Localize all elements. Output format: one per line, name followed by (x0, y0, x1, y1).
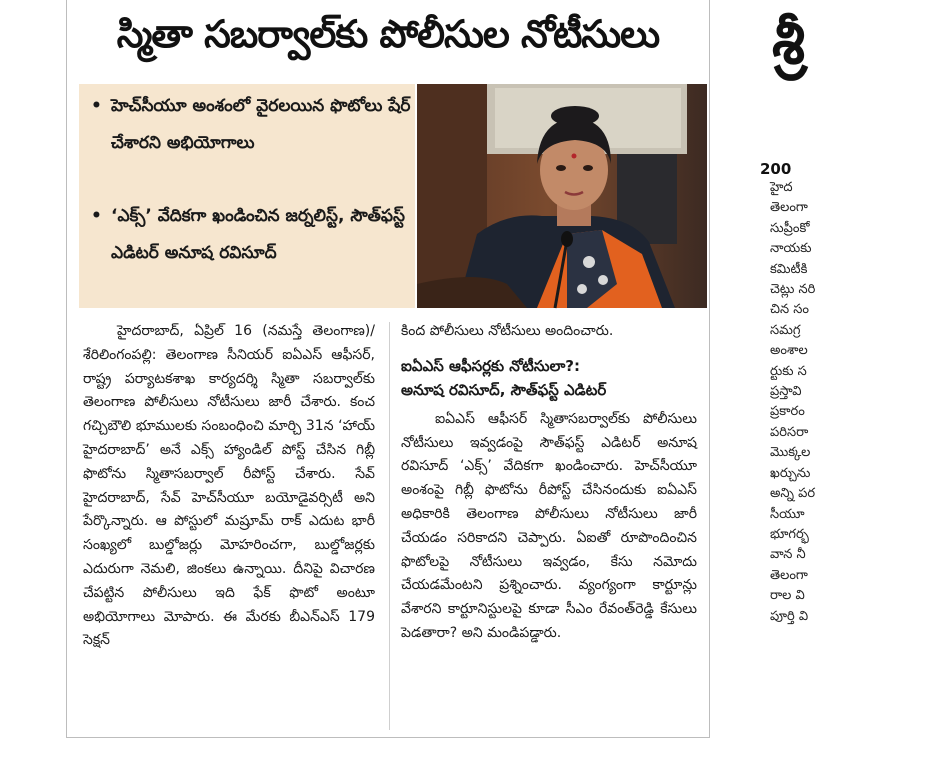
adjacent-text-line: రాల వి (770, 588, 805, 604)
adjacent-text-lines (770, 178, 930, 627)
adjacent-text-line: అన్ని పర (770, 486, 816, 502)
article-text: కింద పోలీసులు నోటీసులు అందించారు. (401, 323, 614, 339)
highlights-box (79, 84, 415, 308)
article-paragraph (83, 320, 375, 653)
highlight-text: హెచ్‌సీయూ అంశంలో వైరలయిన ఫొటోలు షేర్ చేశారని అభియోగాలు (111, 96, 411, 153)
adjacent-text-line: చిన సం (770, 302, 809, 318)
subheading-line: అనూష రవిసూద్, సౌత్‌ఫస్ట్ ఎడిటర్ (401, 380, 607, 399)
news-clipping (66, 0, 710, 738)
headline: స్మితా సబర్వాల్‌కు పోలీసుల నోటీసులు (116, 12, 660, 56)
highlight-text: ‘ఎక్స్’ వేదికగా ఖండించిన జర్నలిస్ట్, సౌత్‌ఫస్ట్ ఎడిటర్ అనూష రవిసూద్ (111, 206, 405, 263)
article-text: తెలంగాణ సీనియర్ ఐఏఎస్ ఆఫీసర్, రాష్ట్ర పర్యాటకశాఖ కార్యదర్శి స్మితా సబర్వాల్‌కు తెలంగాణ పోలీసులు నోటీసులు జారీ చేశారు. కంచ గచ్చిబౌలి భూములకు సంబంధించి మార్చి 31న ‘హాయ్ హైదరాబాద్’ అనే ఎక్స్ హ్యాండిల్ పోస్ట్ చేసిన గిబ్లీ ఫొటోను స్మితాసబర్వాల్ రీపోస్ట్ చేశారు. సేవ్ హైదరాబాద్, సేవ్ హెచ్‌సీయూ బయోడైవర్సిటీ అని పేర్కొన్నారు. ఆ పోస్టులో మష్రూమ్ రాక్ ఎదుట భారీ సంఖ్యలో బుల్డోజర్లు మోహరించగా, బుల్డోజర్లకు ఎదురుగా నెమలి, జింకలు ఉన్నాయి. దీనిపై విచారణ చేపట్టిన పోలీసులు ఇది ఫేక్ ఫొటో అంటూ అభియోగాలు మోపారు. ఈ మేరకు బీఎన్‌ఎస్ 179 సెక్షన్ (83, 346, 376, 649)
highlight-point (91, 88, 411, 161)
bullet-icon: • (91, 206, 102, 226)
column-divider (389, 322, 390, 730)
adjacent-text-line: హైద (770, 180, 793, 195)
article-left-column (83, 320, 375, 653)
news-photo (417, 84, 707, 308)
subheading-line: ఐఏఎస్ ఆఫీసర్లకు నోటీసులా?: (401, 356, 581, 375)
adjacent-text-line: భూగర్భ (770, 526, 809, 542)
adjacent-text-line: ర్టుకు స (770, 363, 807, 379)
article-paragraph: ఐఏఎస్ ఆఫీసర్ స్మితాసబర్వాల్‌కు పోలీసులు నోటీసులు ఇవ్వడంపై సౌత్‌ఫస్ట్ ఎడిటర్ అనూష రవిసూద్ ‘ఎక్స్’ వేదికగా ఖండించారు. హెచ్‌సీయూ అంశంపై గిబ్లీ ఫొటోను రీపోస్ట్ చేసినందుకు ఐఏఎస్ అధికారికి తెలంగాణ పోలీసులు నోటీసులు జారీ చేయడం సరికాదని చెప్పారు. ఏఐతో రూపొందించిన ఫొటోలపై నోటీసులు ఇవ్వడం, కేసు నమోదు చేయడమేంటని ప్రశ్నించారు. వ్యంగ్యంగా కార్టూన్లు వేశారని కార్టూనిస్టులపై కూడా సీఎం రేవంత్‌రెడ్డి కేసులు పెడతారా? అని మండిపడ్డారు. (401, 410, 697, 641)
subheading (401, 354, 697, 402)
adjacent-text-line: చెట్లు నరి (770, 282, 816, 298)
bullet-icon: • (91, 96, 102, 116)
portrait-photo (417, 84, 707, 308)
adjacent-text-line: ప్రకారం (770, 404, 805, 420)
adjacent-text-line: సీయూ (770, 506, 805, 522)
adjacent-text-line: తెలంగా (770, 567, 808, 583)
adjacent-text-line: పూర్తి వి (770, 608, 809, 624)
adjacent-text-line: ప్రస్తావి (770, 384, 802, 400)
adjacent-text-line: ఖర్చును (770, 465, 811, 481)
adjacent-text-line: వాన నీ (770, 547, 806, 563)
article-right-column (401, 320, 697, 646)
adjacent-text-line: పరిసరా (770, 424, 809, 440)
adjacent-text-line: అంశాల (770, 343, 808, 359)
adjacent-text-line: తెలంగా (770, 200, 808, 216)
adjacent-text-line: నాయకు (770, 241, 812, 257)
adjacent-text-line: కమిటీకి (770, 261, 808, 277)
highlight-point (91, 198, 411, 271)
adjacent-text-line: సమగ్ర (770, 322, 801, 338)
adjacent-headline-fragment: శ్రీ (772, 8, 805, 78)
adjacent-text-line: సుప్రీంకో (770, 220, 810, 236)
dateline: హైదరాబాద్, ఏప్రిల్ 16 (నమస్తే తెలంగాణ)/శేరిలింగంపల్లి: (83, 323, 375, 363)
adjacent-date-fragment: 200 (760, 160, 792, 178)
adjacent-text-line: మొక్కల (770, 445, 811, 461)
adjacent-article-fragment (730, 0, 816, 780)
